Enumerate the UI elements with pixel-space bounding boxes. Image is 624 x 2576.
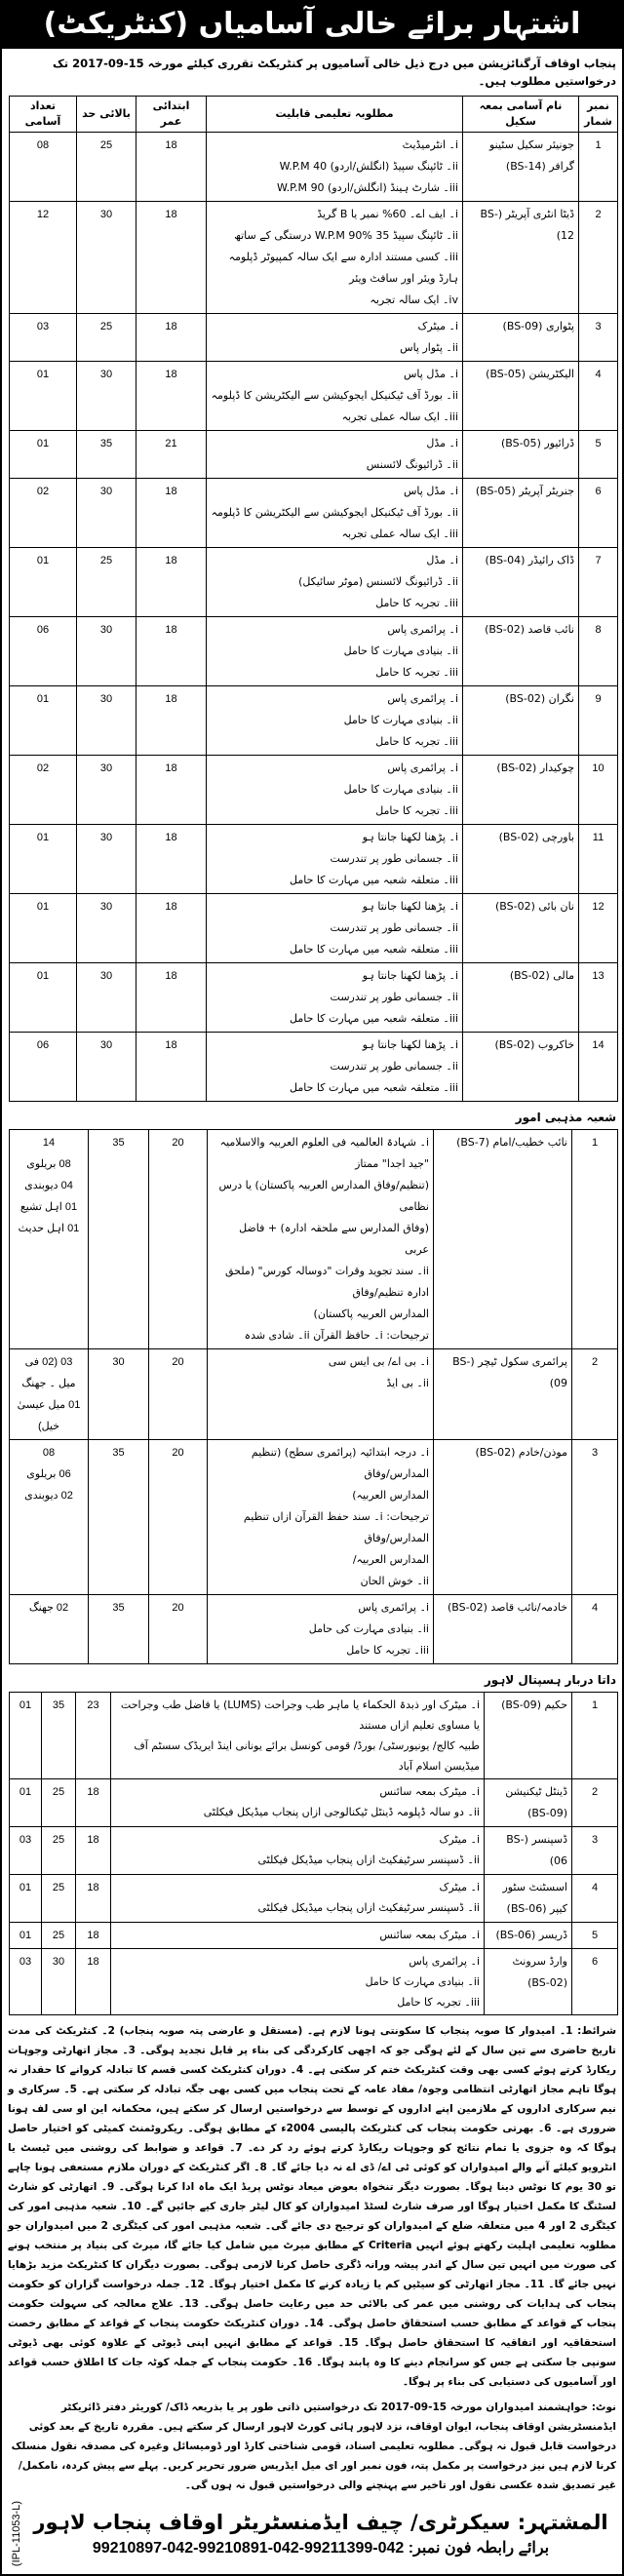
table-row <box>10 1875 618 1923</box>
min-age: 18 <box>136 202 207 314</box>
max-age: 30 <box>77 963 136 1033</box>
qualification-line: iii۔ تجربہ کا حامل <box>346 1644 429 1657</box>
table-row <box>10 1923 618 1949</box>
vacancies-table-hospital <box>9 1692 618 2015</box>
post-name: مالی (BS-02) <box>463 963 579 1033</box>
post-count-line: 08 <box>36 139 50 151</box>
qualification-cell <box>111 1949 485 2015</box>
post-count-line: 04 دیوبندی <box>24 1180 73 1191</box>
qualification-cell <box>207 1033 463 1102</box>
post-count <box>10 894 77 963</box>
qualification-line: i۔ بی اے/ بی ایس سی <box>328 1355 429 1368</box>
serial-number: 3 <box>572 1440 618 1595</box>
qualification-line: iii۔ تجربہ کا حامل <box>375 804 458 817</box>
post-count-line: 03 <box>19 1956 32 1968</box>
post-count-line: 01 <box>19 1882 32 1893</box>
max-age: 30 <box>77 362 136 431</box>
min-age: 18 <box>76 1923 111 1949</box>
max-age: 25 <box>42 1923 76 1949</box>
min-age: 18 <box>136 894 207 963</box>
max-age: 35 <box>89 1130 149 1349</box>
post-count-line: 01 <box>36 438 50 449</box>
serial-number: 2 <box>579 202 618 314</box>
min-age: 23 <box>76 1693 111 1779</box>
post-count-line: 02 دیوبندی <box>24 1490 73 1502</box>
post-count <box>10 1033 77 1102</box>
max-age: 35 <box>42 1693 76 1779</box>
qualification-line: ii۔ ٹائپنگ سپیڈ (انگلش/اردو) 40 W.P.M <box>279 160 458 173</box>
post-name: وارڈ سرونٹ (BS-02) <box>485 1949 572 2015</box>
min-age: 20 <box>149 1440 208 1595</box>
post-count-line: 08 بریلوی <box>26 1158 71 1170</box>
qualification-cell <box>207 894 463 963</box>
post-name: جنریٹر آپریٹر (BS-05) <box>463 479 579 548</box>
min-age: 18 <box>136 479 207 548</box>
qualification-line: iv۔ ایک سالہ تجربہ <box>370 293 458 306</box>
post-count <box>10 314 77 362</box>
table-row <box>10 479 618 548</box>
qualification-cell <box>111 1827 485 1875</box>
qualification-cell <box>207 756 463 825</box>
table-row <box>10 431 618 479</box>
qualification-cell <box>111 1875 485 1923</box>
qualification-cell <box>111 1779 485 1827</box>
serial-number: 7 <box>579 548 618 617</box>
post-count <box>10 1875 42 1923</box>
qualification-line: iii۔ تجربہ کا حامل <box>375 735 458 748</box>
max-age: 30 <box>42 1949 76 2015</box>
serial-number: 5 <box>572 1923 618 1949</box>
post-count-line: 01 <box>36 832 50 843</box>
serial-number: 6 <box>572 1949 618 2015</box>
qualification-line: ii۔ بنیادی مہارت کی حامل <box>308 1622 429 1635</box>
qualification-line: i۔ میٹرک بمعہ سائنس <box>379 1929 480 1941</box>
qualification-line: i۔ پرائمری پاس <box>387 692 458 705</box>
qualification-line: i۔ پڑھنا لکھنا جانتا ہو <box>362 900 458 913</box>
qualification-cell <box>208 1595 434 1664</box>
post-count <box>10 1923 42 1949</box>
table-row <box>10 825 618 894</box>
max-age: 35 <box>77 431 136 479</box>
post-count-line: 08 <box>42 1447 56 1459</box>
post-name: خادمہ/نائب قاصد (BS-02) <box>434 1595 572 1664</box>
post-count <box>10 202 77 314</box>
conditions-label: شرائط: <box>577 2025 617 2037</box>
min-age: 18 <box>136 756 207 825</box>
conditions-text: 1۔ امیدوار کا صوبہ پنجاب کا سکونتی ہونا لازم ہے۔ (مستقل و عارضی پتہ صوبہ پنجاب) 2۔ کنٹریکٹ کی مدت تاریخ حاضری سے تین سال کے لئے ہوگی جو کہ اچھی کارکردگی کی بناء پر قابل تجدید ہوگی۔ 3۔ مجاز اتھارٹی وجوہات ریکارڈ کرتے ہوئے کسی بھی وقت کنٹریکٹ ختم کر سکتی ہے۔ 4۔ دوران کنٹریکٹ کسی قسم کا تبادلہ کروانے کا حقدار نہ ہوگا تاہم مجاز اتھارٹی انتظامی وجوہ/ مفاد عامہ کے تحت پنجاب میں کسی بھی جگہ تبادلہ کر سکتی ہے۔ 5۔ سرکاری و نیم سرکاری اداروں کے ملازمین اپنے اداروں کے توسط سے درخواستیں ارسال کر سکتے ہیں، محکمانہ این او سی لف ہونا ضروری ہے۔ 6۔ بھرتی حکومت پنجاب کی کنٹریکٹ پالیسی 2004ء کے مطابق ہوگی۔ ریکروٹمنٹ کمیٹی کو اختیار حاصل ہوگا کہ وہ جزوی یا تمام نتائج کو وجوہات ریکارڈ کرتے ہوئے رد کر دے۔ 7۔ قواعد و ضوابط کی روشنی میں ٹیسٹ یا انٹرویو کیلئے آنے والے امیدواران کو کوئی ٹی اے/ ڈی اے نہ دیا جائے گا۔ 8۔ اگر کنٹریکٹ کے دوران ملازم مستعفی ہونا چاہے تو 30 یوم کا نوٹس دینا ہوگا۔ بصورت دیگر تنخواہ بعوض میعاد نوٹس پریڈ ایک ماہ ادا کرنا ہوگی۔ 9۔ اتھارٹی کو شارٹ لسٹنگ کا مکمل اختیار ہوگا اور صرف شارٹ لسٹڈ امیدواران کو کال لیٹر جاری کیے جائیں گے۔ 10۔ شعبہ مذہبی امور کی کیٹگری 2 اور 4 میں متعلقہ ضلع کے امیدواران کو ترجیح دی جائے گی۔ شعبہ مذہبی امور کی کیٹگری 2 میں امیدواران جو مطلوبہ تعلیمی اہلیت رکھتے ہوئے انہیں Criteria کے مطابق میرٹ میں شامل کیا جائے گا، میرٹ کی بنیاد پر منتخب ہونے کی صورت میں انہیں تین سال کے اندر پیشہ ورانہ ڈگری حاصل کرنا لازمی ہوگی۔ بصورت دیگران کا کنٹریکٹ مزید بڑھایا نہیں جائے گا۔ 11۔ مجاز اتھارٹی کو سیٹیں کم یا زیادہ کرنے کا مکمل اختیار ہوگا۔ 12۔ جملہ درخواست گزاران کو حکومت پنجاب کی ہدایات کی روشنی میں عمر کی بالائی حد میں رعایت حاصل ہوگی۔ 13۔ علاج معالجہ کی سہولت حکومت پنجاب کے قواعد کے مطابق حسب استحقاق حاصل ہوگی۔ 14۔ دوران کنٹریکٹ حکومت پنجاب کے قواعد کے مطابق رخصت استحقاقیہ اور اتفاقیہ کا استحقاق حاصل ہوگا۔ 15۔ قواعد کے مطابق انہیں اپنی ڈیوٹی کے علاوہ کوئی بھی ڈیوٹی سونپی جا سکتی ہے جس کو سرانجام دینے کا وہ پابند ہوگا۔ 16۔ حکومت پنجاب کے جملہ کوٹہ جات کا اطلاق حسب قواعد اور آسامیوں کی دستیابی کی بناء پر ہوگا۔ <box>8 2025 617 2388</box>
qualification-line: ii۔ ڈسپنسر سرٹیفکیٹ ازاں پنجاب میڈیکل فیکلٹی <box>257 1854 480 1866</box>
conditions <box>8 2021 616 2392</box>
max-age: 30 <box>77 686 136 756</box>
qualification-line: i۔ مڈل <box>426 437 458 449</box>
post-count-line: 01 <box>36 693 50 705</box>
max-age: 30 <box>77 617 136 686</box>
post-count-line: 01 <box>19 1699 32 1711</box>
qualification-line: ii۔ سند تجوید وقرات "دوسالہ کورس" (ملحق ادارہ تنظیم/وفاق <box>224 1265 429 1299</box>
post-name: ڈرائیور (BS-05) <box>463 431 579 479</box>
post-name: ڈاک رائیڈر (BS-04) <box>463 548 579 617</box>
qualification-cell <box>208 1130 434 1349</box>
post-count <box>10 1949 42 2015</box>
max-age: 30 <box>77 894 136 963</box>
table-row <box>10 1440 618 1595</box>
qualification-cell <box>207 617 463 686</box>
qualification-line: i۔ انٹرمیڈیٹ <box>402 138 458 151</box>
qualification-line: ii۔ ڈرائیونگ لائسنس <box>366 458 458 471</box>
table-row <box>10 1130 618 1349</box>
serial-number: 4 <box>579 362 618 431</box>
max-age: 35 <box>89 1440 149 1595</box>
column-header: مطلوبہ تعلیمی قابلیت <box>207 97 463 133</box>
serial-number: 13 <box>579 963 618 1033</box>
post-count <box>10 1827 42 1875</box>
qualification-line: i۔ درجہ ابتدائیہ (پرائمری سطح) (تنظیم المدارس/وفاق <box>251 1446 429 1480</box>
serial-number: 14 <box>579 1033 618 1102</box>
contact-phone: برائے رابطہ فون نمبر: 042-99211399-042-99210891-042-99210897 <box>92 2539 550 2556</box>
serial-number: 1 <box>572 1693 618 1779</box>
table-row <box>10 1693 618 1779</box>
post-count-line: 01 <box>36 901 50 913</box>
post-count <box>10 133 77 202</box>
qualification-line: i۔ پڑھنا لکھنا جانتا ہو <box>362 831 458 843</box>
qualification-line: ii۔ بنیادی مہارت کا حامل <box>343 783 458 796</box>
min-age: 18 <box>136 314 207 362</box>
post-count-line: 01 <box>36 555 50 566</box>
qualification-line: المدارس العربیہ) <box>352 1489 429 1502</box>
max-age: 25 <box>42 1827 76 1875</box>
post-name: ڈسپنسر (BS-06) <box>485 1827 572 1875</box>
post-count-line: خیل) <box>37 1421 60 1432</box>
table-row <box>10 202 618 314</box>
max-age: 25 <box>42 1779 76 1827</box>
vacancies-table-main <box>9 96 618 1102</box>
qualification-cell <box>111 1923 485 1949</box>
ad-subtitle: پنجاب اوقاف آرگنائزیشن میں درج ذیل خالی آسامیوں پر کنٹریکٹ تقرری کیلئے مورخہ 15-09-2017 تک درخواستیں مطلوب ہیں۔ <box>52 57 616 88</box>
advertiser: المشتہر: سیکرٹری/ چیف ایڈمنسٹریٹر اوقاف پنجاب لاہور <box>33 2510 608 2534</box>
qualification-line: i۔ مڈل پاس <box>404 368 458 380</box>
qualification-cell <box>111 1693 485 1779</box>
qualification-line: ii۔ بورڈ آف ٹیکنیکل ایجوکیشن سے الیکٹریشن کا ڈپلومہ <box>211 506 458 519</box>
table-row <box>10 362 618 431</box>
qualification-line: ii۔ جسمانی طور پر تندرست <box>330 991 458 1003</box>
qualification-cell <box>207 686 463 756</box>
qualification-line: i۔ میٹرک <box>439 1833 480 1846</box>
section-label-religious: شعبہ مذہبی امور <box>515 1111 616 1124</box>
post-count-line: 01 <box>19 1786 32 1798</box>
qualification-line: iii۔ متعلقہ شعبہ میں مہارت کا حامل <box>290 943 458 956</box>
note <box>8 2398 616 2495</box>
max-age: 35 <box>89 1595 149 1664</box>
serial-number: 4 <box>572 1875 618 1923</box>
qualification-line: ii۔ ڈرائیونگ لائسنس (موٹر سائیکل) <box>298 575 458 588</box>
min-age: 18 <box>76 1949 111 2015</box>
ipl-column <box>8 2501 25 2566</box>
post-name: نگران (BS-02) <box>463 686 579 756</box>
min-age: 20 <box>149 1349 208 1440</box>
min-age: 18 <box>76 1779 111 1827</box>
qualification-cell <box>207 548 463 617</box>
post-count <box>10 1779 42 1827</box>
post-count-line: 03 <box>36 321 50 332</box>
table-row <box>10 1827 618 1875</box>
table-row <box>10 1779 618 1827</box>
qualification-line: ii۔ بی ایڈ <box>386 1377 429 1389</box>
serial-number: 3 <box>579 314 618 362</box>
qualification-line: ii۔ بنیادی مہارت کا حامل <box>343 644 458 657</box>
qualification-line: iii۔ تجربہ کا حامل <box>397 1996 480 2009</box>
note-label: نوٹ: <box>591 2401 616 2413</box>
serial-number: 12 <box>579 894 618 963</box>
post-name: حکیم (BS-09) <box>485 1693 572 1779</box>
ipl-code: (IPL-11053-L) <box>11 2501 22 2567</box>
qualification-line: iii۔ تجربہ کا حامل <box>375 597 458 609</box>
post-name: چوکیدار (BS-02) <box>463 756 579 825</box>
qualification-line: ii۔ بورڈ آف ٹیکنیکل ایجوکیشن سے الیکٹریشن کا ڈپلومہ <box>211 389 458 402</box>
qualification-line: ii۔ دو سالہ ڈپلومہ ڈینٹل ٹیکنالوجی ازاں پنجاب میڈیکل فیکلٹی <box>203 1806 480 1818</box>
post-count-line: 02 <box>36 762 50 774</box>
post-name: ڈیٹا انٹری آپریٹر (BS-12) <box>463 202 579 314</box>
serial-number: 2 <box>572 1349 618 1440</box>
qualification-cell <box>207 825 463 894</box>
post-count-line: 06 <box>36 1039 50 1051</box>
post-count-line: 01 اہل تشیع <box>20 1201 78 1213</box>
qualification-cell <box>207 963 463 1033</box>
qualification-line: ii۔ ٹائپنگ سپیڈ 35 W.P.M 90% درستگی کے ساتھ <box>234 229 458 242</box>
min-age: 18 <box>136 1033 207 1102</box>
qualification-cell <box>207 431 463 479</box>
qualification-cell <box>208 1349 434 1440</box>
table-row <box>10 686 618 756</box>
serial-number: 6 <box>579 479 618 548</box>
post-count-line: 06 <box>36 624 50 636</box>
qualification-cell <box>207 479 463 548</box>
post-count-line: 03 <box>19 1834 32 1846</box>
post-count <box>10 825 77 894</box>
column-header: بالائی حد <box>77 97 136 133</box>
qualification-line: ii۔ جسمانی طور پر تندرست <box>330 852 458 865</box>
post-name: اسسٹنٹ سٹور کیپر (BS-06) <box>485 1875 572 1923</box>
qualification-cell <box>207 202 463 314</box>
min-age: 18 <box>76 1875 111 1923</box>
qualification-line: i۔ پرائمری پاس <box>387 761 458 774</box>
qualification-line: المدارس العربیہ پاکستان) <box>313 1308 429 1320</box>
serial-number: 1 <box>579 133 618 202</box>
max-age: 30 <box>77 479 136 548</box>
post-count <box>10 617 77 686</box>
qualification-line: iii۔ متعلقہ شعبہ میں مہارت کا حامل <box>290 874 458 886</box>
table-row <box>10 1595 618 1664</box>
qualification-line: ii۔ بنیادی مہارت کا حامل <box>365 1975 480 1988</box>
table-row <box>10 756 618 825</box>
qualification-line: i۔ مڈل <box>426 554 458 566</box>
post-count <box>10 756 77 825</box>
qualification-line: (وفاق المدارس سے ملحقہ ادارہ) + فاضل عربی <box>239 1222 429 1256</box>
qualification-line: i۔ میٹرک <box>439 1881 480 1893</box>
post-count-line: 14 <box>42 1137 56 1149</box>
qualification-line: i۔ پرائمری پاس <box>409 1955 480 1968</box>
qualification-line: i۔ پرائمری پاس <box>358 1601 429 1614</box>
max-age: 25 <box>77 548 136 617</box>
post-count-line: 02 جھنگ <box>28 1602 69 1614</box>
qualification-cell <box>208 1440 434 1595</box>
post-name: باورچی (BS-02) <box>463 825 579 894</box>
post-name: خاکروب (BS-02) <box>463 1033 579 1102</box>
post-count <box>10 1349 89 1440</box>
qualification-line: iii۔ ایک سالہ عملی تجربہ <box>341 410 458 423</box>
post-count <box>10 479 77 548</box>
column-header: نمبر شمار <box>579 97 618 133</box>
post-count-line: 06 بریلوی <box>26 1468 71 1480</box>
post-name: پرائمری سکول ٹیچر (BS-09) <box>434 1349 572 1440</box>
serial-number: 1 <box>572 1130 618 1349</box>
max-age: 30 <box>77 202 136 314</box>
qualification-line: iii۔ ایک سالہ عملی تجربہ <box>341 527 458 540</box>
post-count <box>10 1440 89 1595</box>
qualification-line: ii۔ جسمانی طور پر تندرست <box>330 921 458 934</box>
max-age: 30 <box>77 825 136 894</box>
column-header: تعداد آسامی <box>10 97 77 133</box>
min-age: 20 <box>149 1130 208 1349</box>
serial-number: 9 <box>579 686 618 756</box>
max-age: 25 <box>42 1875 76 1923</box>
post-count-line: میل ۔ جھنگ <box>21 1378 76 1389</box>
note-text: خواہشمند امیدواران مورخہ 15-09-2017 تک درخواستیں ذاتی طور پر یا بذریعہ ڈاک/ کوریئر دفتر ڈائریکٹر ایڈمنسٹریشن اوقاف پنجاب، ایوان اوقاف، نزد لاہور ہائی کورٹ لاہور ارسال کر سکتے ہیں۔ مقررہ تاریخ کے بعد کوئی درخواست قابل قبول نہ ہوگی۔ مطلوبہ تعلیمی اسناد، قومی شناختی کارڈ اور ڈومیسائل وغیرہ کی مصدقہ نقول منسلک کرنا لازم ہیں نیز درخواست پر مکمل پتہ، فون نمبر اور ای میل ایڈریس ضرور تحریر کریں۔ پہلے سے پیش کردہ، نامکمل/ غیر تصدیق شدہ عکسی نقول اور تاخیر سے پہنچنے والی درخواستیں قبول نہ ہوں گی۔ <box>11 2401 616 2491</box>
post-count-line: 01 <box>36 369 50 380</box>
post-count-line: 01 <box>19 1930 32 1941</box>
qualification-line: المدارس العربیہ/ <box>352 1553 429 1566</box>
serial-number: 3 <box>572 1827 618 1875</box>
post-count <box>10 963 77 1033</box>
qualification-line: i۔ میٹرک اور ذبدۃ الحکماء یا ماہر طب وجراحت (LUMS) یا فاضل طب وجراحت یا مساوی تعلیم ازاں مستند <box>120 1698 480 1732</box>
footer <box>8 2501 616 2566</box>
post-count <box>10 548 77 617</box>
qualification-line: i۔ میٹرک بمعہ سائنس <box>379 1785 480 1798</box>
qualification-cell <box>207 362 463 431</box>
max-age: 30 <box>77 1033 136 1102</box>
post-name: جونیئر سکیل سٹینو گرافر (BS-14) <box>463 133 579 202</box>
max-age: 25 <box>77 133 136 202</box>
qualification-line: i۔ مڈل پاس <box>404 485 458 497</box>
post-count-line: 02 <box>36 486 50 497</box>
post-name: موذن/خادم (BS-02) <box>434 1440 572 1595</box>
min-age: 21 <box>136 431 207 479</box>
qualification-line: ii۔ بنیادی مہارت کا حامل <box>343 714 458 726</box>
qualification-line: ii۔ جسمانی طور پر تندرست <box>330 1060 458 1073</box>
min-age: 18 <box>136 548 207 617</box>
post-count <box>10 1130 89 1349</box>
vacancies-table-religious <box>9 1129 618 1664</box>
post-count-line: 03 (02 فی <box>24 1356 73 1368</box>
qualification-line: i۔ میٹرک <box>417 320 458 332</box>
min-age: 18 <box>136 133 207 202</box>
post-name: الیکٹریشن (BS-05) <box>463 362 579 431</box>
post-name: ڈریسر (BS-06) <box>485 1923 572 1949</box>
post-count <box>10 362 77 431</box>
table-row <box>10 548 618 617</box>
qualification-line: ii۔ ڈسپنسر سرٹیفکیٹ ازاں پنجاب میڈیکل فیکلٹی <box>257 1901 480 1914</box>
table-row <box>10 963 618 1033</box>
table-row <box>10 1349 618 1440</box>
max-age: 30 <box>77 756 136 825</box>
post-count-line: 01 <box>36 970 50 982</box>
qualification-line: iii۔ متعلقہ شعبہ میں مہارت کا حامل <box>290 1012 458 1025</box>
min-age: 18 <box>136 686 207 756</box>
table-row <box>10 314 618 362</box>
qualification-line: ترجیحات: i۔ سند حفظ القرآن ازاں تنظیم المدارس/وفاق <box>243 1510 429 1544</box>
min-age: 20 <box>149 1595 208 1664</box>
ad-title: اشتہار برائے خالی آسامیاں (کنٹریکٹ) <box>2 2 622 49</box>
min-age: 18 <box>76 1827 111 1875</box>
serial-number: 10 <box>579 756 618 825</box>
qualification-cell <box>207 314 463 362</box>
serial-number: 8 <box>579 617 618 686</box>
qualification-line: i۔ شہادۃ العالمیہ فی العلوم العربیہ والاسلامیہ "جید اجدا" ممتاز <box>219 1136 429 1170</box>
post-count-line: 01 اہل حدیث <box>18 1223 80 1234</box>
min-age: 18 <box>136 825 207 894</box>
table-row <box>10 133 618 202</box>
post-name: ڈینٹل ٹیکنیشن (BS-09) <box>485 1779 572 1827</box>
qualification-line: i۔ ایف اے۔ 60% نمبر یا B گریڈ <box>317 208 458 220</box>
section-label-hospital: داتا دربار ہسپتال لاہور <box>484 1673 616 1687</box>
qualification-cell <box>207 133 463 202</box>
qualification-line: iii۔ تجربہ کا حامل <box>375 666 458 679</box>
serial-number: 11 <box>579 825 618 894</box>
serial-number: 4 <box>572 1595 618 1664</box>
qualification-line: iii۔ شارٹ ہینڈ (انگلش/اردو) 90 W.P.M <box>277 181 458 194</box>
qualification-line: ii۔ پٹوار پاس <box>400 341 458 354</box>
qualification-line: iii۔ کسی مستند ادارہ سے ایک سالہ کمپیوٹر ڈپلومہ ہارڈ ویئر اور سافٹ ویئر <box>228 251 458 285</box>
post-name: نائب قاصد (BS-02) <box>463 617 579 686</box>
table-row <box>10 1949 618 2015</box>
table-row <box>10 1033 618 1102</box>
post-count <box>10 431 77 479</box>
max-age: 25 <box>77 314 136 362</box>
post-name: نائب خطیب/امام (BS-7) <box>434 1130 572 1349</box>
footer-main <box>25 2508 616 2560</box>
post-count <box>10 1595 89 1664</box>
qualification-line: iii۔ متعلقہ شعبہ میں مہارت کا حامل <box>290 1081 458 1094</box>
post-count-line: 01 میل عیسیٰ <box>17 1399 81 1411</box>
table-row <box>10 894 618 963</box>
column-header: ابتدائی عمر <box>136 97 207 133</box>
max-age: 30 <box>89 1349 149 1440</box>
min-age: 18 <box>136 362 207 431</box>
qualification-line: طبیہ کالج/ یونیورسٹی/ بورڈ/ قومی کونسل برائے یونانی اینڈ ایریڈک سسٹم آف میڈیسن اسلام آباد <box>134 1739 480 1773</box>
min-age: 18 <box>136 617 207 686</box>
table-row <box>10 617 618 686</box>
serial-number: 2 <box>572 1779 618 1827</box>
post-count-line: 12 <box>36 209 50 220</box>
post-name: پٹواری (BS-09) <box>463 314 579 362</box>
qualification-line: i۔ پرائمری پاس <box>387 623 458 636</box>
qualification-line: i۔ پڑھنا لکھنا جانتا ہو <box>362 969 458 982</box>
post-count <box>10 686 77 756</box>
column-header: نام آسامی بمعہ سکیل <box>463 97 579 133</box>
qualification-line: ii۔ خوش الحان <box>360 1575 429 1587</box>
post-count <box>10 1693 42 1779</box>
table-header-row <box>10 97 618 133</box>
min-age: 18 <box>136 963 207 1033</box>
qualification-line: (تنظیم/وفاق المدارس العربیہ پاکستان) یا درس نظامی <box>218 1179 429 1213</box>
qualification-line: ترجیحات: i۔ حافظ القرآن ii۔ شادی شدہ <box>244 1329 429 1342</box>
serial-number: 5 <box>579 431 618 479</box>
post-name: نان بائی (BS-02) <box>463 894 579 963</box>
qualification-line: i۔ پڑھنا لکھنا جانتا ہو <box>362 1038 458 1051</box>
